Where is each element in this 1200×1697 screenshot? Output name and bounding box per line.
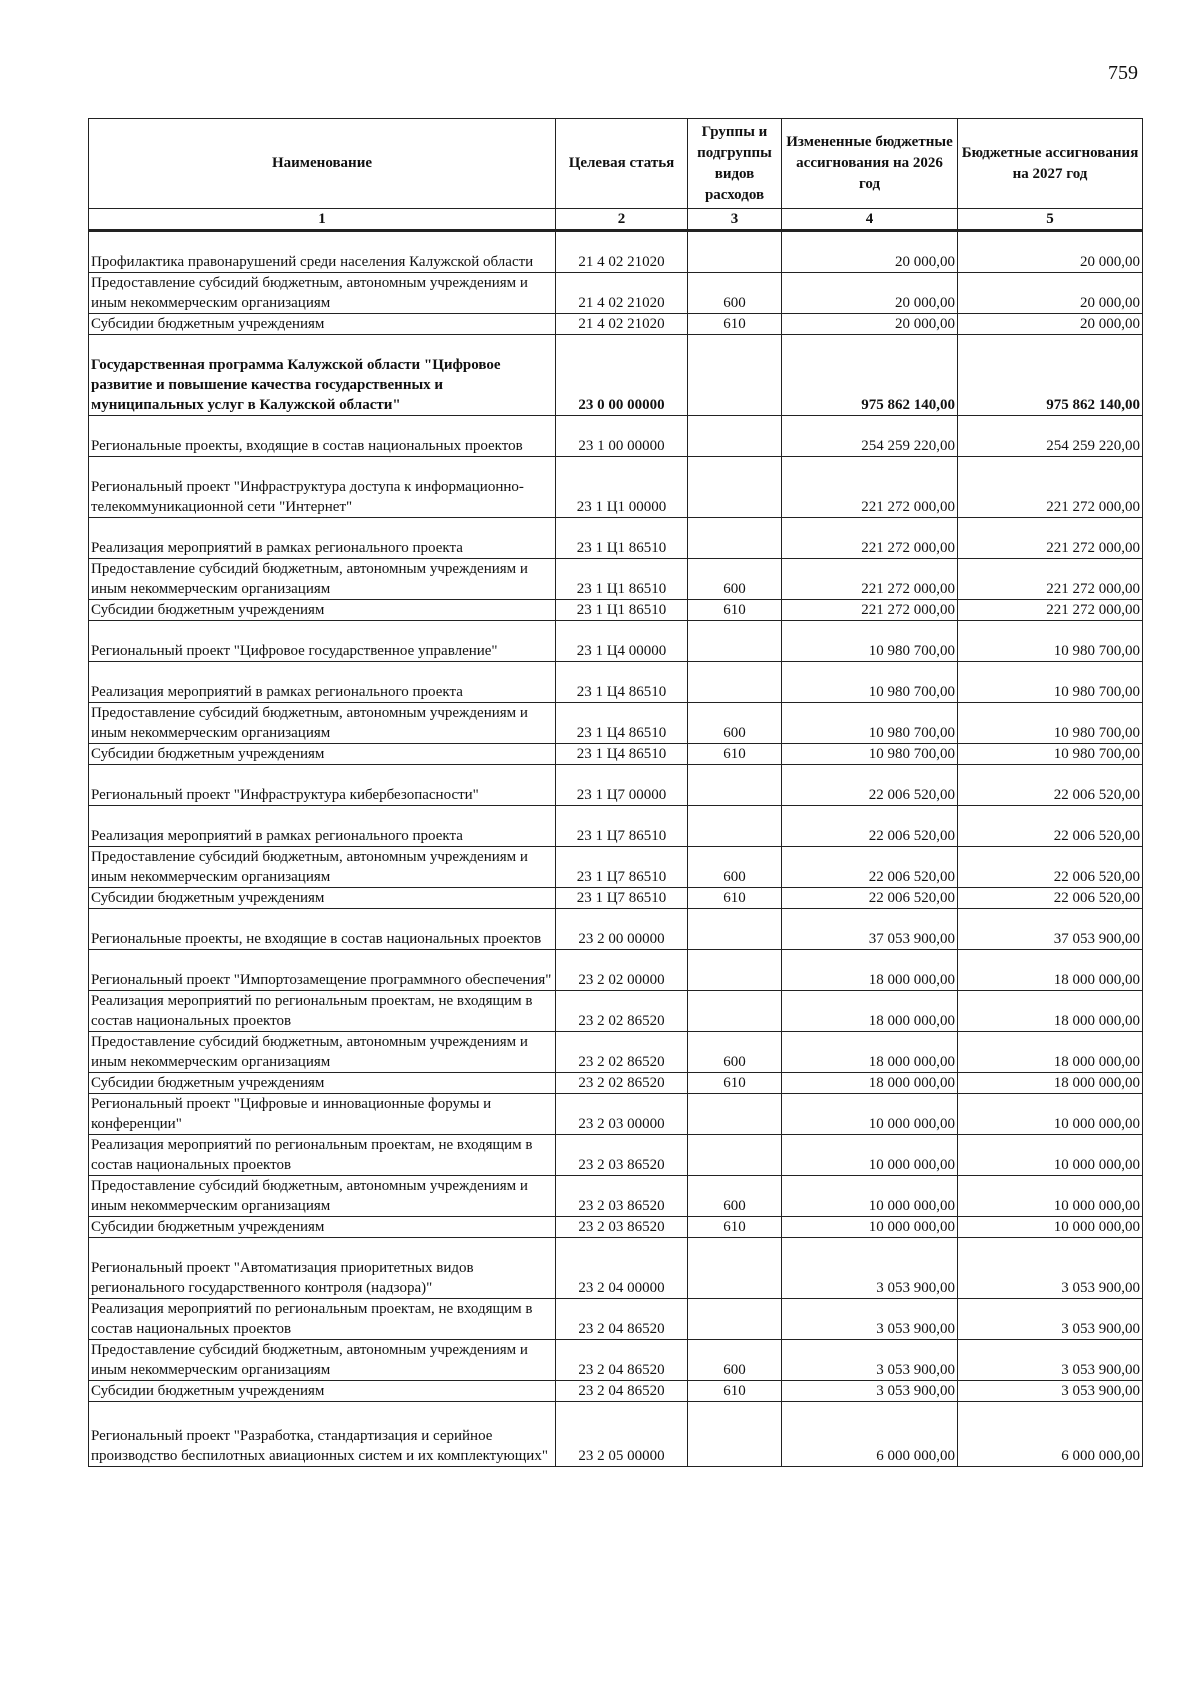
cell-amount-2026: 10 980 700,00 [782,662,958,703]
cell-expense-group [688,991,782,1032]
cell-amount-2026: 37 053 900,00 [782,909,958,950]
cell-target-code: 23 2 04 86520 [556,1381,688,1402]
cell-name: Региональный проект "Инфраструктура кибербезопасности" [89,765,556,806]
cell-target-code: 23 1 Ц7 86510 [556,888,688,909]
cell-amount-2027: 18 000 000,00 [958,1073,1143,1094]
table-row [89,888,1143,909]
cell-target-code: 23 1 Ц4 86510 [556,662,688,703]
cell-amount-2026: 10 980 700,00 [782,621,958,662]
column-number: 1 [89,209,556,231]
cell-amount-2026: 18 000 000,00 [782,1032,958,1073]
cell-expense-group: 600 [688,273,782,314]
cell-amount-2027: 10 000 000,00 [958,1094,1143,1135]
cell-amount-2027: 10 000 000,00 [958,1135,1143,1176]
cell-expense-group [688,1299,782,1340]
table-row [89,335,1143,416]
cell-name: Реализация мероприятий в рамках регионального проекта [89,806,556,847]
cell-expense-group [688,457,782,518]
cell-amount-2026: 221 272 000,00 [782,518,958,559]
cell-name: Предоставление субсидий бюджетным, автономным учреждениям и иным некоммерческим организациям [89,559,556,600]
cell-amount-2027: 10 980 700,00 [958,744,1143,765]
table-row [89,1402,1143,1467]
column-numbers-row [89,209,1143,231]
column-number: 2 [556,209,688,231]
cell-amount-2026: 22 006 520,00 [782,847,958,888]
table-row [89,1094,1143,1135]
cell-expense-group: 610 [688,314,782,335]
cell-amount-2026: 10 980 700,00 [782,744,958,765]
cell-amount-2026: 18 000 000,00 [782,950,958,991]
cell-amount-2027: 254 259 220,00 [958,416,1143,457]
cell-expense-group: 600 [688,1340,782,1381]
cell-name: Региональный проект "Импортозамещение программного обеспечения" [89,950,556,991]
cell-expense-group: 600 [688,559,782,600]
cell-amount-2027: 18 000 000,00 [958,1032,1143,1073]
table-row [89,457,1143,518]
table-row [89,847,1143,888]
cell-target-code: 23 1 Ц7 00000 [556,765,688,806]
cell-target-code: 23 2 02 86520 [556,991,688,1032]
cell-target-code: 23 1 Ц4 86510 [556,744,688,765]
cell-amount-2026: 3 053 900,00 [782,1340,958,1381]
cell-name: Профилактика правонарушений среди населения Калужской области [89,231,556,273]
cell-amount-2027: 10 980 700,00 [958,703,1143,744]
cell-expense-group: 610 [688,888,782,909]
table-row [89,1032,1143,1073]
cell-amount-2027: 6 000 000,00 [958,1402,1143,1467]
cell-amount-2026: 20 000,00 [782,314,958,335]
column-number: 5 [958,209,1143,231]
cell-amount-2026: 221 272 000,00 [782,457,958,518]
cell-amount-2027: 10 980 700,00 [958,621,1143,662]
cell-amount-2026: 221 272 000,00 [782,559,958,600]
table-row [89,518,1143,559]
table-row [89,950,1143,991]
cell-name: Субсидии бюджетным учреждениям [89,1073,556,1094]
table-row [89,559,1143,600]
cell-amount-2026: 22 006 520,00 [782,806,958,847]
cell-amount-2027: 22 006 520,00 [958,888,1143,909]
cell-amount-2026: 3 053 900,00 [782,1238,958,1299]
cell-amount-2027: 20 000,00 [958,314,1143,335]
table-row [89,765,1143,806]
cell-amount-2026: 20 000,00 [782,231,958,273]
cell-amount-2027: 975 862 140,00 [958,335,1143,416]
cell-amount-2027: 3 053 900,00 [958,1381,1143,1402]
cell-name: Региональный проект "Инфраструктура доступа к информационно-телекоммуникационной сети "Интернет" [89,457,556,518]
cell-amount-2027: 22 006 520,00 [958,806,1143,847]
cell-target-code: 23 1 Ц4 00000 [556,621,688,662]
cell-expense-group: 600 [688,1032,782,1073]
header-amount-2027: Бюджетные ассигнования на 2027 год [958,119,1143,209]
cell-name: Субсидии бюджетным учреждениям [89,1217,556,1238]
cell-target-code: 23 2 04 00000 [556,1238,688,1299]
cell-expense-group: 610 [688,600,782,621]
cell-name: Предоставление субсидий бюджетным, автономным учреждениям и иным некоммерческим организациям [89,1340,556,1381]
cell-amount-2026: 10 000 000,00 [782,1176,958,1217]
cell-name: Предоставление субсидий бюджетным, автономным учреждениям и иным некоммерческим организациям [89,273,556,314]
table-row [89,273,1143,314]
cell-target-code: 21 4 02 21020 [556,273,688,314]
table-row [89,909,1143,950]
table-row [89,621,1143,662]
table-row [89,1299,1143,1340]
cell-amount-2026: 3 053 900,00 [782,1381,958,1402]
column-number: 3 [688,209,782,231]
cell-amount-2027: 10 000 000,00 [958,1176,1143,1217]
table-row [89,703,1143,744]
cell-amount-2027: 221 272 000,00 [958,518,1143,559]
cell-name: Реализация мероприятий в рамках регионального проекта [89,662,556,703]
header-groups: Группы и подгруппы видов расходов [688,119,782,209]
cell-name: Реализация мероприятий в рамках регионального проекта [89,518,556,559]
budget-table [88,118,1143,1467]
cell-target-code: 23 1 Ц1 86510 [556,518,688,559]
table-row [89,1135,1143,1176]
cell-amount-2026: 10 000 000,00 [782,1135,958,1176]
cell-name: Региональные проекты, не входящие в состав национальных проектов [89,909,556,950]
table-row [89,314,1143,335]
cell-name: Государственная программа Калужской области "Цифровое развитие и повышение качества государственных и муниципальных услуг в Калужской области" [89,335,556,416]
cell-target-code: 23 1 00 00000 [556,416,688,457]
cell-expense-group: 610 [688,1217,782,1238]
table-row [89,991,1143,1032]
cell-expense-group [688,1094,782,1135]
cell-target-code: 21 4 02 21020 [556,231,688,273]
header-name: Наименование [89,119,556,209]
cell-name: Реализация мероприятий по региональным проектам, не входящим в состав национальных проектов [89,1299,556,1340]
cell-expense-group [688,662,782,703]
cell-name: Субсидии бюджетным учреждениям [89,888,556,909]
cell-expense-group [688,518,782,559]
cell-target-code: 23 2 05 00000 [556,1402,688,1467]
cell-amount-2027: 22 006 520,00 [958,765,1143,806]
cell-amount-2026: 3 053 900,00 [782,1299,958,1340]
cell-name: Субсидии бюджетным учреждениям [89,1381,556,1402]
page-number: 759 [1108,62,1138,84]
cell-target-code: 23 2 02 00000 [556,950,688,991]
cell-name: Субсидии бюджетным учреждениям [89,314,556,335]
cell-amount-2026: 10 000 000,00 [782,1094,958,1135]
cell-target-code: 23 2 03 00000 [556,1094,688,1135]
cell-amount-2026: 975 862 140,00 [782,335,958,416]
cell-amount-2027: 37 053 900,00 [958,909,1143,950]
cell-amount-2027: 3 053 900,00 [958,1238,1143,1299]
cell-amount-2027: 221 272 000,00 [958,457,1143,518]
table-row [89,744,1143,765]
header-target: Целевая статья [556,119,688,209]
cell-amount-2026: 6 000 000,00 [782,1402,958,1467]
cell-amount-2027: 22 006 520,00 [958,847,1143,888]
cell-amount-2027: 3 053 900,00 [958,1340,1143,1381]
cell-target-code: 23 2 02 86520 [556,1073,688,1094]
cell-expense-group: 600 [688,1176,782,1217]
cell-amount-2027: 3 053 900,00 [958,1299,1143,1340]
cell-amount-2027: 20 000,00 [958,231,1143,273]
table-header-row [89,119,1143,209]
cell-target-code: 23 1 Ц1 86510 [556,559,688,600]
table-row [89,1217,1143,1238]
cell-name: Предоставление субсидий бюджетным, автономным учреждениям и иным некоммерческим организациям [89,847,556,888]
cell-name: Субсидии бюджетным учреждениям [89,600,556,621]
cell-amount-2027: 20 000,00 [958,273,1143,314]
cell-amount-2027: 10 980 700,00 [958,662,1143,703]
cell-amount-2026: 10 980 700,00 [782,703,958,744]
cell-amount-2026: 10 000 000,00 [782,1217,958,1238]
cell-amount-2027: 18 000 000,00 [958,991,1143,1032]
cell-name: Предоставление субсидий бюджетным, автономным учреждениям и иным некоммерческим организациям [89,1176,556,1217]
cell-expense-group: 610 [688,744,782,765]
cell-expense-group [688,1238,782,1299]
table-row [89,416,1143,457]
cell-expense-group: 610 [688,1381,782,1402]
cell-target-code: 23 1 Ц7 86510 [556,847,688,888]
table-row [89,806,1143,847]
cell-amount-2027: 10 000 000,00 [958,1217,1143,1238]
cell-expense-group: 610 [688,1073,782,1094]
cell-name: Региональный проект "Автоматизация приоритетных видов регионального государственного контроля (надзора)" [89,1238,556,1299]
cell-expense-group [688,621,782,662]
column-number: 4 [782,209,958,231]
cell-expense-group [688,416,782,457]
cell-expense-group [688,335,782,416]
table-row [89,1176,1143,1217]
cell-name: Региональный проект "Разработка, стандартизация и серийное производство беспилотных авиационных систем и их комплектующих" [89,1402,556,1467]
table-row [89,1238,1143,1299]
cell-expense-group [688,1135,782,1176]
cell-amount-2026: 18 000 000,00 [782,991,958,1032]
cell-amount-2027: 221 272 000,00 [958,600,1143,621]
cell-expense-group [688,909,782,950]
header-amount-2026: Измененные бюджетные ассигнования на 2026 год [782,119,958,209]
cell-name: Субсидии бюджетным учреждениям [89,744,556,765]
cell-name: Предоставление субсидий бюджетным, автономным учреждениям и иным некоммерческим организациям [89,703,556,744]
cell-name: Реализация мероприятий по региональным проектам, не входящим в состав национальных проектов [89,991,556,1032]
cell-target-code: 23 2 04 86520 [556,1340,688,1381]
cell-target-code: 23 2 03 86520 [556,1176,688,1217]
cell-amount-2026: 20 000,00 [782,273,958,314]
cell-target-code: 23 2 03 86520 [556,1135,688,1176]
cell-amount-2026: 22 006 520,00 [782,765,958,806]
table-row [89,1381,1143,1402]
cell-expense-group: 600 [688,847,782,888]
cell-amount-2026: 254 259 220,00 [782,416,958,457]
cell-amount-2026: 18 000 000,00 [782,1073,958,1094]
cell-name: Реализация мероприятий по региональным проектам, не входящим в состав национальных проектов [89,1135,556,1176]
cell-expense-group [688,1402,782,1467]
cell-target-code: 23 2 00 00000 [556,909,688,950]
cell-target-code: 23 1 Ц7 86510 [556,806,688,847]
cell-expense-group [688,765,782,806]
cell-amount-2027: 18 000 000,00 [958,950,1143,991]
table-row [89,1340,1143,1381]
cell-expense-group [688,950,782,991]
table-row [89,231,1143,273]
cell-name: Региональные проекты, входящие в состав национальных проектов [89,416,556,457]
cell-name: Предоставление субсидий бюджетным, автономным учреждениям и иным некоммерческим организациям [89,1032,556,1073]
cell-target-code: 23 2 04 86520 [556,1299,688,1340]
table-row [89,600,1143,621]
cell-expense-group [688,806,782,847]
cell-amount-2026: 22 006 520,00 [782,888,958,909]
table-row [89,662,1143,703]
cell-target-code: 23 1 Ц1 00000 [556,457,688,518]
cell-target-code: 23 1 Ц4 86510 [556,703,688,744]
cell-amount-2027: 221 272 000,00 [958,559,1143,600]
cell-target-code: 23 2 03 86520 [556,1217,688,1238]
cell-target-code: 23 2 02 86520 [556,1032,688,1073]
cell-target-code: 21 4 02 21020 [556,314,688,335]
cell-expense-group [688,231,782,273]
table-row [89,1073,1143,1094]
cell-expense-group: 600 [688,703,782,744]
cell-amount-2026: 221 272 000,00 [782,600,958,621]
cell-target-code: 23 1 Ц1 86510 [556,600,688,621]
cell-name: Региональный проект "Цифровые и инновационные форумы и конференции" [89,1094,556,1135]
cell-name: Региональный проект "Цифровое государственное управление" [89,621,556,662]
cell-target-code: 23 0 00 00000 [556,335,688,416]
